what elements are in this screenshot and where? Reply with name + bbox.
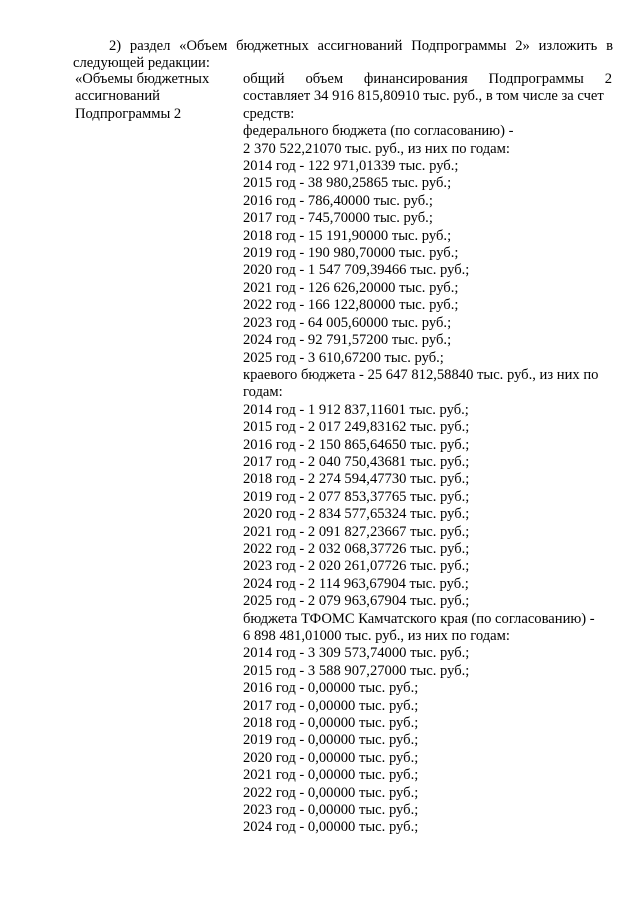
tfoms-years-list: [243, 645, 612, 836]
federal-years-list: [243, 158, 612, 367]
regional-years-list: [243, 402, 612, 611]
list-item: 2017 год - 745,70000 тыс. руб.;: [243, 210, 433, 227]
list-item: 2018 год - 15 191,90000 тыс. руб.;: [243, 227, 452, 244]
intro-paragraph: [73, 38, 613, 73]
list-item: 2021 год - 2 091 827,23667 тыс. руб.;: [243, 523, 470, 540]
left-line-2: ассигнований: [75, 88, 160, 105]
table-left-cell: [75, 71, 230, 123]
federal-header-1: федерального бюджета (по согласованию) -: [243, 123, 514, 140]
list-item: 2023 год - 64 005,60000 тыс. руб.;: [243, 314, 452, 331]
intro-text-1: 2) раздел «Объем бюджетных ассигнований Подпрограммы 2» изложить в: [109, 38, 613, 54]
intro-line-1: [73, 38, 613, 55]
total-line-2: составляет 34 916 815,80910 тыс. руб., в том числе за счет: [243, 88, 604, 105]
list-item: 2020 год - 2 834 577,65324 тыс. руб.;: [243, 506, 470, 523]
list-item: 2024 год - 0,00000 тыс. руб.;: [243, 819, 419, 836]
left-line-3: Подпрограммы 2: [75, 105, 182, 122]
list-item: 2017 год - 0,00000 тыс. руб.;: [243, 697, 419, 714]
list-item: 2018 год - 2 274 594,47730 тыс. руб.;: [243, 471, 470, 488]
list-item: 2019 год - 190 980,70000 тыс. руб.;: [243, 245, 459, 262]
list-item: 2014 год - 122 971,01339 тыс. руб.;: [243, 158, 459, 175]
list-item: 2018 год - 0,00000 тыс. руб.;: [243, 715, 419, 732]
list-item: 2021 год - 0,00000 тыс. руб.;: [243, 767, 419, 784]
regional-header-2: годам:: [243, 384, 283, 401]
list-item: 2022 год - 2 032 068,37726 тыс. руб.;: [243, 540, 470, 557]
list-item: 2016 год - 0,00000 тыс. руб.;: [243, 680, 419, 697]
list-item: 2021 год - 126 626,20000 тыс. руб.;: [243, 279, 459, 296]
list-item: 2025 год - 2 079 963,67904 тыс. руб.;: [243, 593, 470, 610]
total-line-1: общий объем финансирования Подпрограммы 2: [243, 71, 612, 87]
list-item: 2016 год - 786,40000 тыс. руб.;: [243, 192, 433, 209]
tfoms-header-1: бюджета ТФОМС Камчатского края (по согласованию) -: [243, 610, 595, 627]
list-item: 2022 год - 166 122,80000 тыс. руб.;: [243, 297, 459, 314]
list-item: 2015 год - 38 980,25865 тыс. руб.;: [243, 175, 452, 192]
list-item: 2015 год - 2 017 249,83162 тыс. руб.;: [243, 419, 470, 436]
list-item: 2020 год - 1 547 709,39466 тыс. руб.;: [243, 262, 470, 279]
list-item: 2025 год - 3 610,67200 тыс. руб.;: [243, 349, 444, 366]
list-item: 2020 год - 0,00000 тыс. руб.;: [243, 749, 419, 766]
list-item: 2016 год - 2 150 865,64650 тыс. руб.;: [243, 436, 470, 453]
list-item: 2019 год - 0,00000 тыс. руб.;: [243, 732, 419, 749]
list-item: 2015 год - 3 588 907,27000 тыс. руб.;: [243, 662, 470, 679]
table-right-cell: [243, 71, 612, 837]
list-item: 2024 год - 92 791,57200 тыс. руб.;: [243, 332, 452, 349]
list-item: 2024 год - 2 114 963,67904 тыс. руб.;: [243, 575, 469, 592]
list-item: 2017 год - 2 040 750,43681 тыс. руб.;: [243, 453, 470, 470]
list-item: 2022 год - 0,00000 тыс. руб.;: [243, 784, 419, 801]
left-line-1: «Объемы бюджетных: [75, 71, 210, 87]
regional-header-1: краевого бюджета - 25 647 812,58840 тыс. руб., из них по: [243, 366, 599, 383]
list-item: 2023 год - 0,00000 тыс. руб.;: [243, 802, 419, 819]
federal-header-2: 2 370 522,21070 тыс. руб., из них по годам:: [243, 140, 510, 157]
list-item: 2014 год - 3 309 573,74000 тыс. руб.;: [243, 645, 470, 662]
total-line-3: средств:: [243, 105, 295, 122]
list-item: 2019 год - 2 077 853,37765 тыс. руб.;: [243, 488, 470, 505]
list-item: 2023 год - 2 020 261,07726 тыс. руб.;: [243, 558, 470, 575]
tfoms-header-2: 6 898 481,01000 тыс. руб., из них по годам:: [243, 628, 510, 644]
intro-line-2: следующей редакции:: [73, 55, 210, 72]
list-item: 2014 год - 1 912 837,11601 тыс. руб.;: [243, 401, 469, 418]
